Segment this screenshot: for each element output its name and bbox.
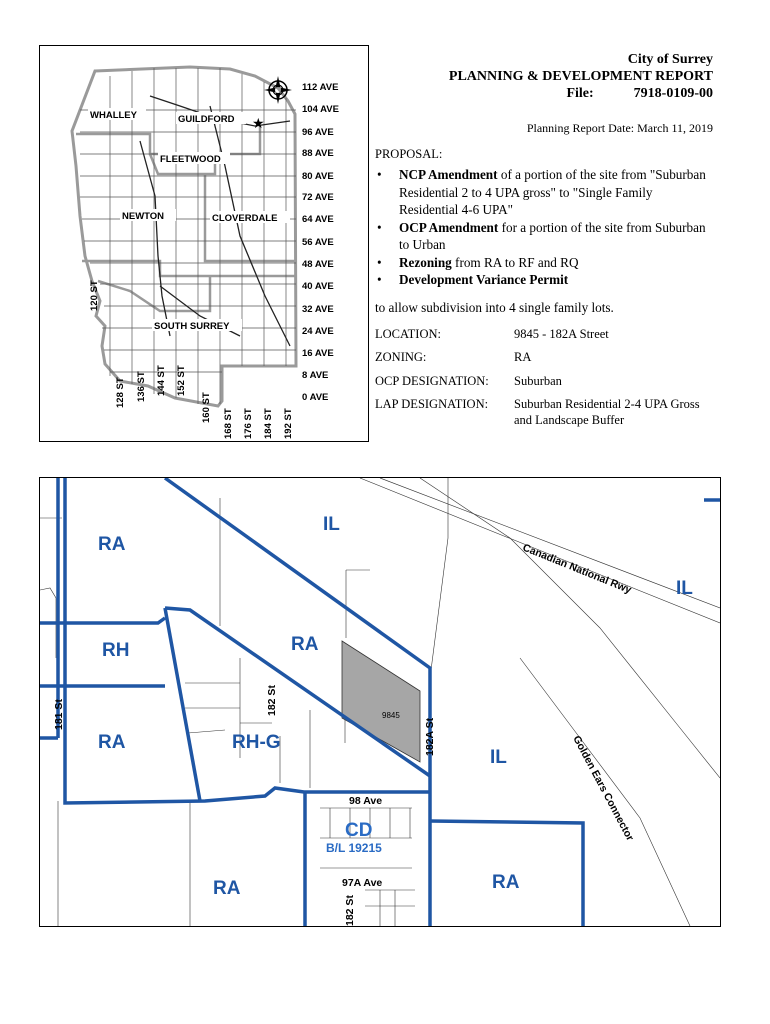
site-address: 9845 — [382, 711, 400, 720]
ave-label: 64 AVE — [302, 214, 334, 225]
street-label: 184 ST — [263, 408, 274, 439]
ave-label: 32 AVE — [302, 304, 334, 315]
proposal-list — [375, 166, 715, 289]
city-name: City of Surrey — [627, 52, 713, 67]
key-map — [39, 45, 369, 442]
ave-label: 72 AVE — [302, 192, 334, 203]
detail-row — [375, 373, 715, 389]
street-label: 152 ST — [176, 365, 187, 396]
proposal-item — [375, 166, 715, 219]
proposal-item-bold: Rezoning — [399, 254, 452, 270]
ave-label: 80 AVE — [302, 171, 334, 182]
proposal-item-text: of a portion of the site from "Suburban Residential 2 to 4 UPA gross" to "Single Family Residential 4-6 UPA" — [399, 167, 706, 217]
zone-label: RA — [291, 634, 319, 655]
zone-label: IL — [323, 514, 340, 535]
report-title: PLANNING & DEVELOPMENT REPORT — [448, 69, 713, 84]
zone-label: CD — [345, 820, 373, 841]
detail-label: OCP DESIGNATION: — [375, 374, 489, 388]
file-label: File: — [566, 86, 594, 101]
ave-label: 88 AVE — [302, 148, 334, 159]
proposal-item-text: for a portion of the site from Suburban to Urban — [399, 219, 706, 252]
key-map-svg — [40, 46, 368, 441]
proposal-item-text: from RA to RF and RQ — [451, 254, 579, 270]
file-number: 7918-0109-00 — [633, 86, 713, 101]
zone-label: IL — [676, 578, 693, 599]
report-header — [449, 51, 713, 102]
ave-label: 104 AVE — [302, 104, 339, 115]
community-whalley: WHALLEY — [90, 110, 137, 121]
site-map-svg — [40, 478, 720, 926]
street-label: 136 ST — [136, 371, 147, 402]
ave-label: 0 AVE — [302, 392, 329, 403]
site-star-icon: ★ — [252, 115, 265, 131]
file-line — [449, 85, 713, 102]
street-label: 192 ST — [283, 408, 294, 439]
zone-label: RA — [98, 732, 126, 753]
street-label: 128 ST — [115, 377, 126, 408]
proposal-item — [375, 271, 715, 289]
community-cloverdale: CLOVERDALE — [212, 213, 278, 224]
bylaw-label: B/L 19215 — [326, 841, 382, 855]
ave-label: 96 AVE — [302, 127, 334, 138]
community-newton: NEWTON — [122, 211, 165, 222]
detail-label: LOCATION: — [375, 327, 441, 341]
street-label-182: 182 St — [266, 685, 278, 716]
zone-label: IL — [490, 747, 507, 768]
proposal-item — [375, 254, 715, 272]
connector-label: Golden Ears Connector — [570, 733, 637, 843]
ave-label-97a: 97A Ave — [342, 877, 383, 889]
detail-value: 9845 - 182A Street — [514, 327, 609, 341]
ave-label: 16 AVE — [302, 348, 334, 359]
ave-label: 8 AVE — [302, 370, 329, 381]
community-fleetwood: FLEETWOOD — [160, 154, 221, 165]
ave-label: 112 AVE — [302, 82, 339, 93]
ave-label: 56 AVE — [302, 237, 334, 248]
street-label: 120 ST — [89, 280, 100, 311]
detail-row — [375, 326, 715, 342]
zone-label: RH — [102, 640, 130, 661]
street-label-181: 181 St — [53, 699, 65, 730]
detail-label: LAP DESIGNATION: — [375, 397, 489, 411]
zone-label: RH-G — [232, 732, 281, 753]
street-label: 168 ST — [223, 408, 234, 439]
proposal-item — [375, 219, 715, 254]
detail-value: RA — [514, 350, 532, 364]
proposal-item-bold: OCP Amendment — [399, 219, 499, 235]
proposal-purpose: to allow subdivision into 4 single family lots. — [375, 300, 614, 315]
zone-label: RA — [492, 872, 520, 893]
community-south-surrey: SOUTH SURREY — [154, 321, 230, 332]
street-label-182-south: 182 St — [344, 895, 356, 926]
ave-label: 48 AVE — [302, 259, 334, 270]
detail-value: Suburban Residential 2-4 UPA Gross and Landscape Buffer — [514, 397, 700, 427]
zone-label: RA — [98, 534, 126, 555]
detail-value: Suburban — [514, 374, 562, 388]
detail-row — [375, 396, 715, 428]
ave-label: 24 AVE — [302, 326, 334, 337]
street-label: 144 ST — [156, 365, 167, 396]
proposal-item-bold: NCP Amendment — [399, 167, 498, 182]
community-guildford: GUILDFORD — [178, 114, 235, 125]
detail-label: ZONING: — [375, 350, 427, 364]
community-boundary — [76, 126, 260, 154]
report-date: Planning Report Date: March 11, 2019 — [526, 121, 713, 135]
zone-label: RA — [213, 878, 241, 899]
proposal-item-bold: Development Variance Permit — [399, 272, 569, 287]
street-label: 160 ST — [201, 392, 212, 423]
street-label: 176 ST — [243, 408, 254, 439]
ave-label-98: 98 Ave — [349, 795, 383, 807]
ave-label: 40 AVE — [302, 281, 334, 292]
highway — [210, 106, 290, 346]
site-map — [39, 477, 721, 927]
proposal-heading: PROPOSAL: — [375, 147, 443, 161]
rail-label: Canadian National Rwy — [520, 541, 634, 597]
detail-row — [375, 349, 715, 365]
street-label-182a: 182A St — [424, 717, 436, 756]
